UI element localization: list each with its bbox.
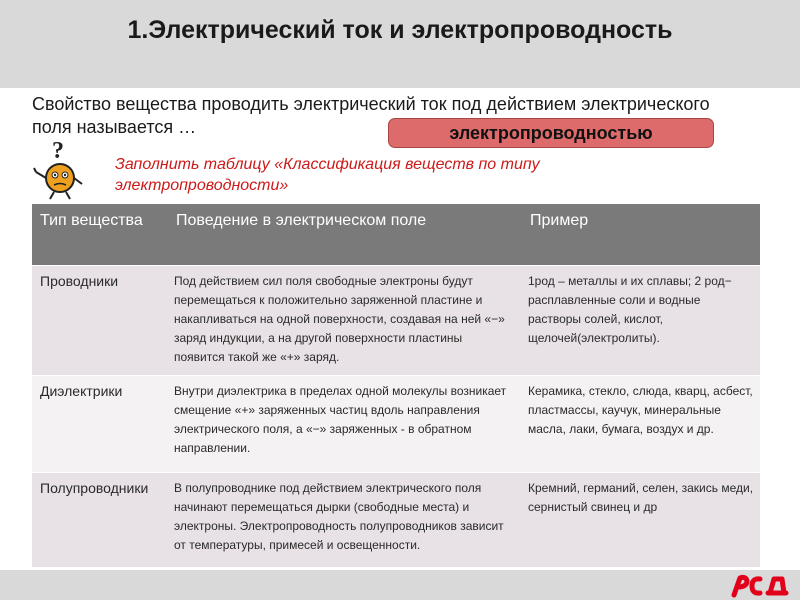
cell-behavior: Под действием сил поля свободные электроны будут перемещаться к положительно заряженной пластине и накапливаться на одной поверхности, создавая на ней «−» заряд индукции, а на другой поверхности пластины появится такой же «+» заряд. (168, 266, 522, 376)
bottom-band (0, 570, 800, 600)
cell-example: Керамика, стекло, слюда, кварц, асбест, пластмассы, каучук, минеральные масла, лаки, бумага, воздух и др. (522, 376, 760, 473)
cell-example: 1род – металлы и их сплавы; 2 род− расплавленные соли и водные растворы солей, кислот, щелочей(электролиты). (522, 266, 760, 376)
table-header-row (32, 204, 760, 266)
cell-type: Диэлектрики (32, 376, 168, 473)
header-type: Тип вещества (32, 204, 168, 266)
table-row (32, 473, 760, 568)
cell-type: Полупроводники (32, 473, 168, 568)
classification-table (32, 204, 760, 567)
table-row (32, 266, 760, 376)
cell-type: Проводники (32, 266, 168, 376)
cell-behavior: Внутри диэлектрика в пределах одной молекулы возникает смещение «+» заряженных частиц вдоль направления электрического поля, а «−» заряженных - в обратном направлении. (168, 376, 522, 473)
rzd-logo (728, 572, 790, 598)
question-thinker-icon (30, 138, 90, 200)
answer-box: электропроводностью (388, 118, 714, 148)
slide-title: 1.Электрический ток и электропроводность (127, 16, 673, 44)
header-example: Пример (522, 204, 760, 266)
cell-example: Кремний, германий, селен, закись меди, сернистый свинец и др (522, 473, 760, 568)
definition-text: Свойство вещества проводить электрический ток под действием электрического поля называется … (32, 94, 710, 137)
cell-behavior: В полупроводнике под действием электрического поля начинают перемещаться дырки (свободные места) и электроны. Электропроводность полупроводников зависит от температуры, примесей и освещенности. (168, 473, 522, 568)
header-behavior: Поведение в электрическом поле (168, 204, 522, 266)
task-instruction: Заполнить таблицу «Классификация веществ по типу электропроводности» (115, 156, 540, 194)
svg-text:?: ? (52, 138, 64, 164)
table-row (32, 376, 760, 473)
